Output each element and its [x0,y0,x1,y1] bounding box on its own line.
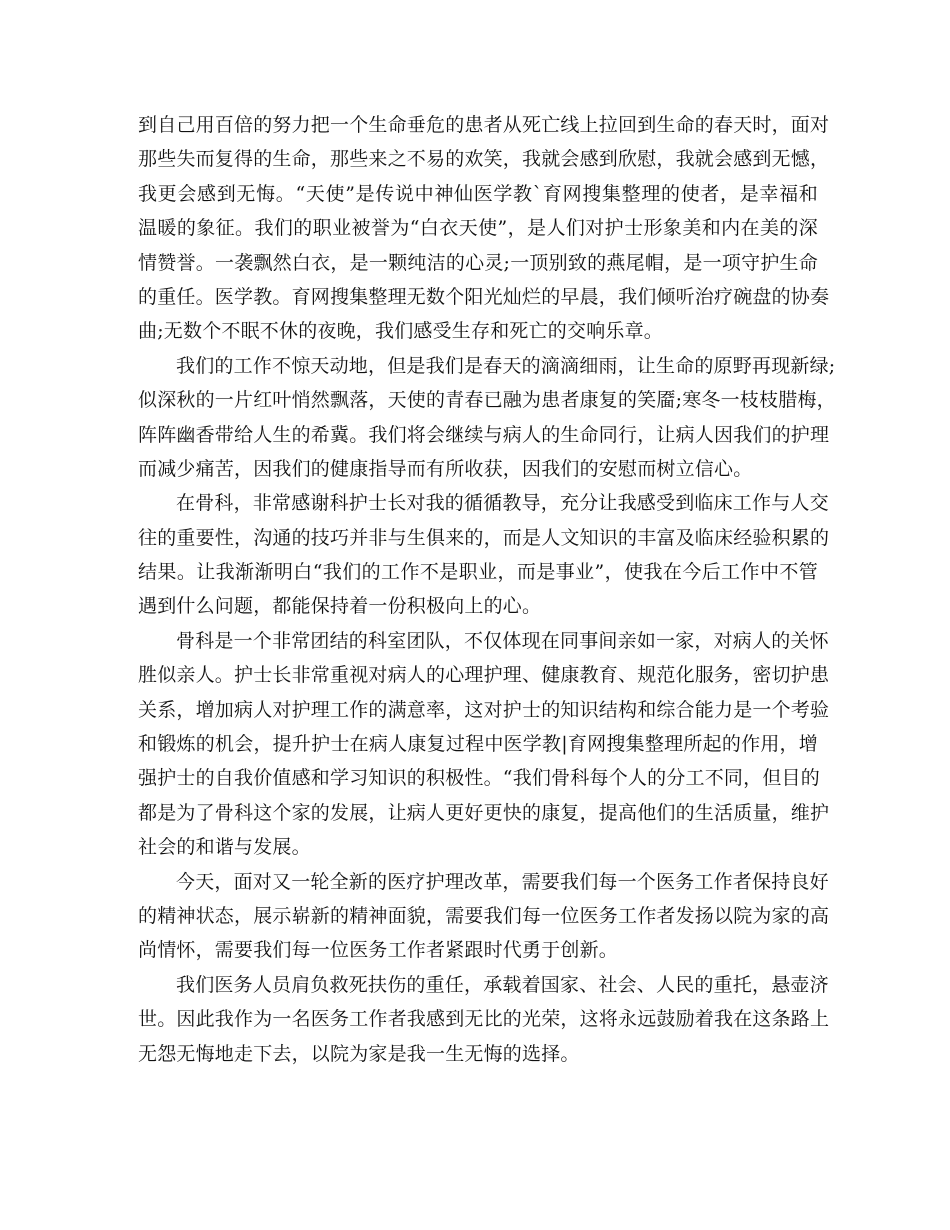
text-line: 那些失而复得的生命，那些来之不易的欢笑，我就会感到欣慰，我就会感到无憾， [138,148,830,171]
text-line: 遇到什么问题，都能保持着一份积极向上的心。 [138,595,542,618]
text-line: 胜似亲人。护士长非常重视对病人的心理护理、健康教育、规范化服务，密切护患 [138,664,830,687]
text-line: 温暖的象征。我们的职业被誉为“白衣天使”，是人们对护士形象美和内在美的深 [138,217,818,240]
text-line: 关系，增加病人对护理工作的满意率，这对护士的知识结构和综合能力是一个考验 [138,698,830,721]
text-line: 似深秋的一片红叶悄然飘落，天使的青春已融为患者康复的笑靥;寒冬一枝枝腊梅， [138,389,836,412]
text-line: 我们的工作不惊天动地，但是我们是春天的滴滴细雨，让生命的原野再现新绿; [176,354,836,377]
text-line: 骨科是一个非常团结的科室团队，不仅体现在同事间亲如一家，对病人的关怀 [176,629,829,652]
text-line: 情赞誉。一袭飘然白衣，是一颗纯洁的心灵;一顶别致的燕尾帽，是一项守护生命 [138,251,818,274]
text-line: 在骨科，非常感谢科护士长对我的循循教导，充分让我感受到临床工作与人交 [176,492,829,515]
text-line: 无怨无悔地走下去，以院为家是我一生无悔的选择。 [138,1042,580,1065]
text-line: 都是为了骨科这个家的发展，让病人更好更快的康复，提高他们的生活质量，维护 [138,801,830,824]
text-line: 社会的和谐与发展。 [138,836,311,859]
text-line: 往的重要性，沟通的技巧并非与生俱来的，而是人文知识的丰富及临床经验积累的 [138,526,830,549]
text-line: 结果。让我渐渐明白“我们的工作不是职业，而是事业”，使我在今后工作中不管 [138,561,818,584]
text-line: 强护士的自我价值感和学习知识的积极性。“我们骨科每个人的分工不同，但目的 [138,767,820,790]
text-line: 的精神状态，展示崭新的精神面貌，需要我们每一位医务工作者发扬以院为家的高 [138,904,830,927]
text-line: 世。因此我作为一名医务工作者我感到无比的光荣，这将永远鼓励着我在这条路上 [138,1008,830,1031]
text-line: 而减少痛苦，因我们的健康指导而有所收获，因我们的安慰而树立信心。 [138,457,753,480]
text-line: 我们医务人员肩负救死扶伤的重任，承载着国家、社会、人民的重托，悬壶济 [176,973,829,996]
text-line: 和锻炼的机会，提升护士在病人康复过程中医学教|育网搜集整理所起的作用，增 [138,733,818,756]
text-line: 到自己用百倍的努力把一个生命垂危的患者从死亡线上拉回到生命的春天时，面对 [138,114,830,136]
text-line: 阵阵幽香带给人生的希冀。我们将会继续与病人的生命同行，让病人因我们的护理 [138,423,830,446]
text-line: 我更会感到无悔。“天使”是传说中神仙医学教`育网搜集整理的使者，是幸福和 [138,182,818,205]
text-line: 的重任。医学教。育网搜集整理无数个阳光灿烂的早晨，我们倾听治疗碗盘的协奏 [138,285,830,308]
text-line: 尚情怀，需要我们每一位医务工作者紧跟时代勇于创新。 [138,939,619,962]
text-line: 今天，面对又一轮全新的医疗护理改革，需要我们每一个医务工作者保持良好 [176,870,829,893]
text-line: 曲;无数个不眠不休的夜晚，我们感受生存和死亡的交响乐章。 [138,320,664,343]
document-body [138,108,836,1071]
